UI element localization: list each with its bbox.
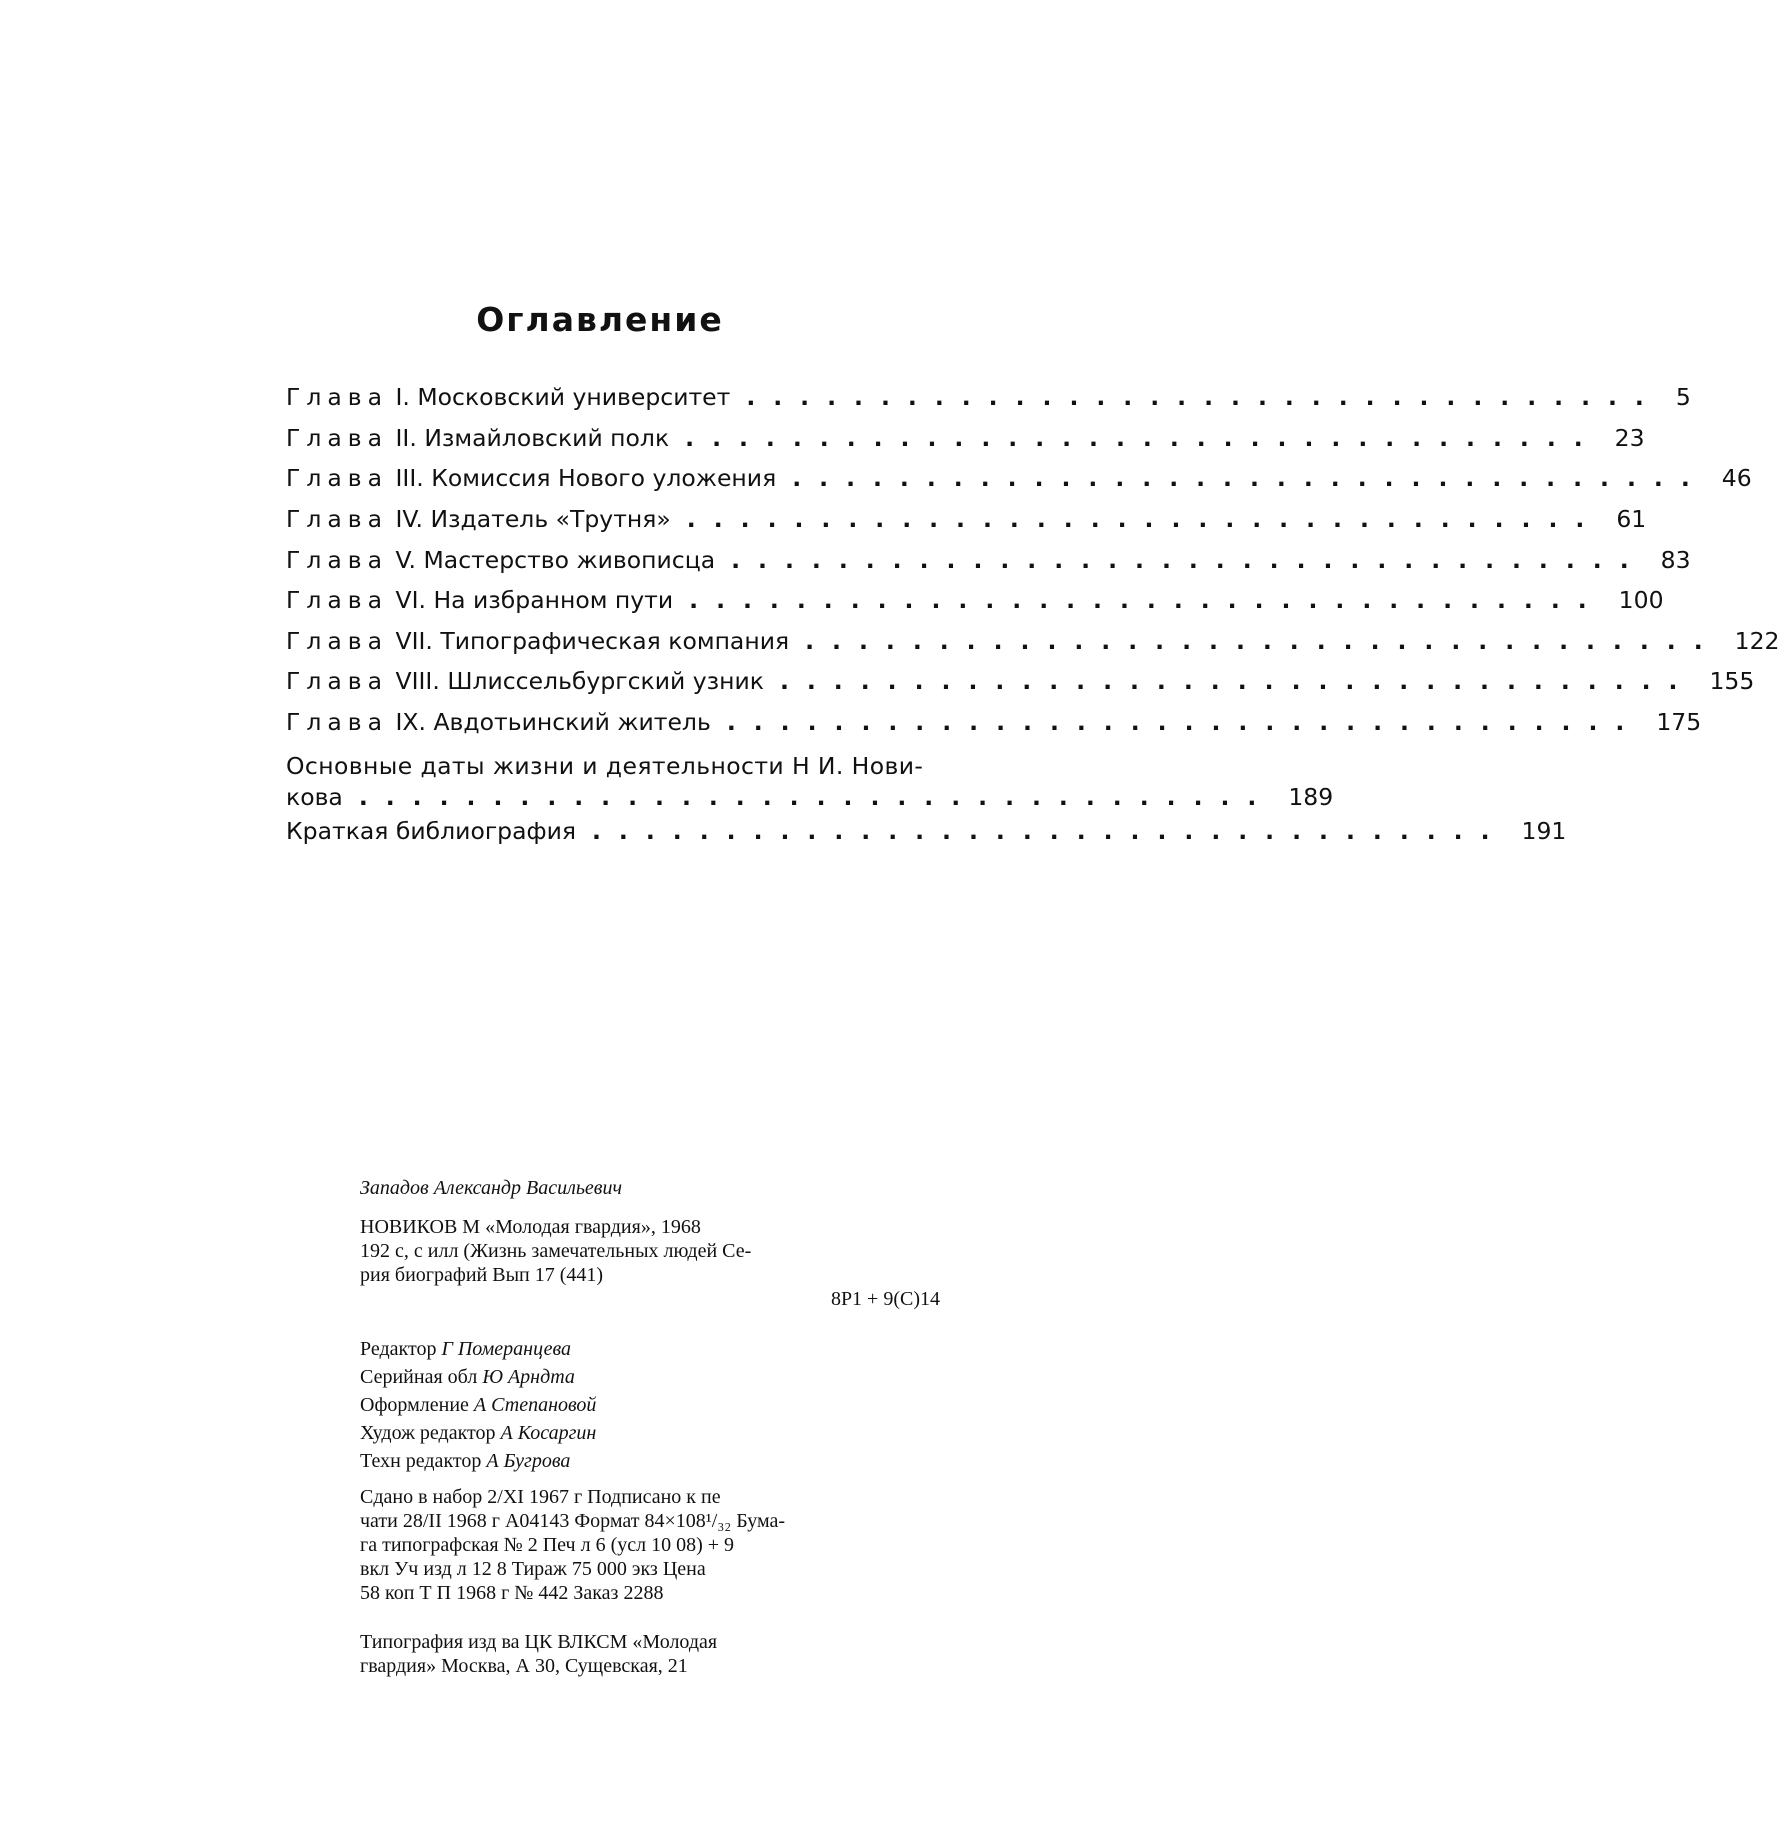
- credit-name: А Степановой: [474, 1394, 597, 1416]
- toc-page-number: 61: [1616, 505, 1646, 533]
- toc-leader-dots: ..................................: [731, 546, 1647, 574]
- imprint-print-details: [360, 1485, 940, 1605]
- credit-role: Худож редактор: [360, 1422, 496, 1444]
- credit-line: [360, 1447, 940, 1475]
- press-line: гвардия» Москва, А 30, Сущевская, 21: [360, 1654, 940, 1678]
- toc-leader-dots: ..................................: [792, 464, 1708, 492]
- toc-chapter-word: Глава: [286, 505, 388, 533]
- toc-chapter-number: IX.: [396, 708, 427, 736]
- toc-entry: [286, 539, 1024, 580]
- toc-chapter-word: Глава: [286, 586, 388, 614]
- toc-chapter-title: Мастерство живописца: [424, 546, 716, 574]
- toc-entry: [286, 661, 1024, 702]
- print-detail-line: вкл Уч изд л 12 8 Тираж 75 000 экз Цена: [360, 1557, 940, 1581]
- toc-page-number: 83: [1661, 546, 1691, 574]
- toc-chapter-word: Глава: [286, 546, 388, 574]
- toc-chapter-number: VI.: [396, 586, 426, 614]
- credit-name: А Бугрова: [486, 1450, 570, 1472]
- toc-chapter-word: Глава: [286, 627, 388, 655]
- toc-chapter-title: Издатель «Трутня»: [430, 505, 670, 533]
- toc-leader-dots: ..................................: [689, 586, 1605, 614]
- toc-entry: [286, 418, 1024, 459]
- toc-chapter-number: IV.: [396, 505, 423, 533]
- toc-chapter-title: Московский университет: [417, 383, 730, 411]
- imprint-credits: [360, 1335, 940, 1475]
- toc-bibliography-entry: [286, 817, 1024, 845]
- toc-entry: [286, 702, 1024, 743]
- toc-page-number: 100: [1619, 586, 1664, 614]
- toc-page-number: 46: [1722, 464, 1752, 492]
- toc-leader-dots: ..................................: [685, 424, 1601, 452]
- toc-chapter-number: I.: [396, 383, 410, 411]
- toc-dates-entry-line1: Основные даты жизни и деятельности Н И. Нови-: [286, 752, 1024, 780]
- toc-chapter-title: Измайловский полк: [424, 424, 669, 452]
- toc-leader-dots: ..................................: [727, 708, 1643, 736]
- toc-chapter-number: VII.: [396, 627, 433, 655]
- print-detail-line: чати 28/II 1968 г А04143 Формат 84×108¹/₃₂ Бума-: [360, 1509, 940, 1533]
- imprint-line: НОВИКОВ М «Молодая гвардия», 1968: [360, 1215, 940, 1239]
- toc-entry: [286, 377, 1024, 418]
- toc-dates-entry-line2: [286, 783, 1024, 811]
- toc-bibliography-title: Краткая библиография: [286, 817, 576, 845]
- toc-chapter-word: Глава: [286, 464, 388, 492]
- toc-entry: [286, 621, 1024, 662]
- credit-line: [360, 1419, 940, 1447]
- imprint-line: 192 с, с илл (Жизнь замечательных людей Се-: [360, 1239, 940, 1263]
- credit-role: Серийная обл: [360, 1366, 477, 1388]
- credit-role: Оформление: [360, 1394, 469, 1416]
- imprint-classification-code: 8Р1 + 9(С)14: [360, 1287, 940, 1311]
- toc-page-number: 191: [1522, 817, 1567, 845]
- page-title: Оглавление: [0, 300, 1200, 339]
- toc-leader-dots: ..................................: [592, 817, 1508, 845]
- toc-chapter-title: Комиссия Нового уложения: [431, 464, 776, 492]
- toc-chapter-title: Авдотьинский житель: [433, 708, 710, 736]
- toc-chapter-word: Глава: [286, 383, 388, 411]
- toc-entry: [286, 580, 1024, 621]
- credit-name: Ю Арндта: [482, 1366, 575, 1388]
- credit-line: [360, 1363, 940, 1391]
- toc-page-number: 175: [1656, 708, 1701, 736]
- toc-leader-dots: ..................................: [746, 383, 1662, 411]
- credit-line: [360, 1335, 940, 1363]
- toc-chapter-number: V.: [396, 546, 417, 574]
- imprint-author: Западов Александр Васильевич: [360, 1177, 940, 1200]
- toc-leader-dots: ..................................: [805, 627, 1721, 655]
- toc-entry: [286, 458, 1024, 499]
- toc-page-number: 189: [1288, 783, 1333, 811]
- imprint-printing-house: [360, 1630, 940, 1678]
- print-detail-line: га типографская № 2 Печ л 6 (усл 10 08) + 9: [360, 1533, 940, 1557]
- toc-chapter-number: II.: [396, 424, 417, 452]
- credit-line: [360, 1391, 940, 1419]
- credit-name: А Косаргин: [501, 1422, 597, 1444]
- toc-chapter-title: Типографическая компания: [440, 627, 789, 655]
- imprint-line: рия биографий Вып 17 (441): [360, 1263, 940, 1287]
- toc-dates-entry-tail: кова: [286, 783, 343, 811]
- toc-page-number: 155: [1709, 667, 1754, 695]
- toc-chapter-title: На избранном пути: [433, 586, 673, 614]
- toc-leader-dots: ..................................: [687, 505, 1603, 533]
- toc-chapter-title: Шлиссельбургский узник: [447, 667, 764, 695]
- imprint-catalog-block: [360, 1215, 940, 1311]
- toc-chapter-number: VIII.: [396, 667, 440, 695]
- book-page: [0, 0, 1200, 1845]
- toc-chapter-word: Глава: [286, 708, 388, 736]
- toc-leader-dots: ..................................: [359, 783, 1275, 811]
- toc-page-number: 122: [1735, 627, 1780, 655]
- toc-leader-dots: ..................................: [780, 667, 1696, 695]
- table-of-contents: [286, 377, 1024, 742]
- toc-page-number: 5: [1676, 383, 1691, 411]
- print-detail-line: Сдано в набор 2/XI 1967 г Подписано к пе: [360, 1485, 940, 1509]
- press-line: Типография изд ва ЦК ВЛКСМ «Молодая: [360, 1630, 940, 1654]
- toc-chapter-number: III.: [396, 464, 424, 492]
- toc-entry: [286, 499, 1024, 540]
- toc-chapter-word: Глава: [286, 424, 388, 452]
- credit-name: Г Померанцева: [441, 1338, 571, 1360]
- print-detail-line: 58 коп Т П 1968 г № 442 Заказ 2288: [360, 1581, 940, 1605]
- credit-role: Техн редактор: [360, 1450, 481, 1472]
- toc-page-number: 23: [1615, 424, 1645, 452]
- credit-role: Редактор: [360, 1338, 436, 1360]
- toc-chapter-word: Глава: [286, 667, 388, 695]
